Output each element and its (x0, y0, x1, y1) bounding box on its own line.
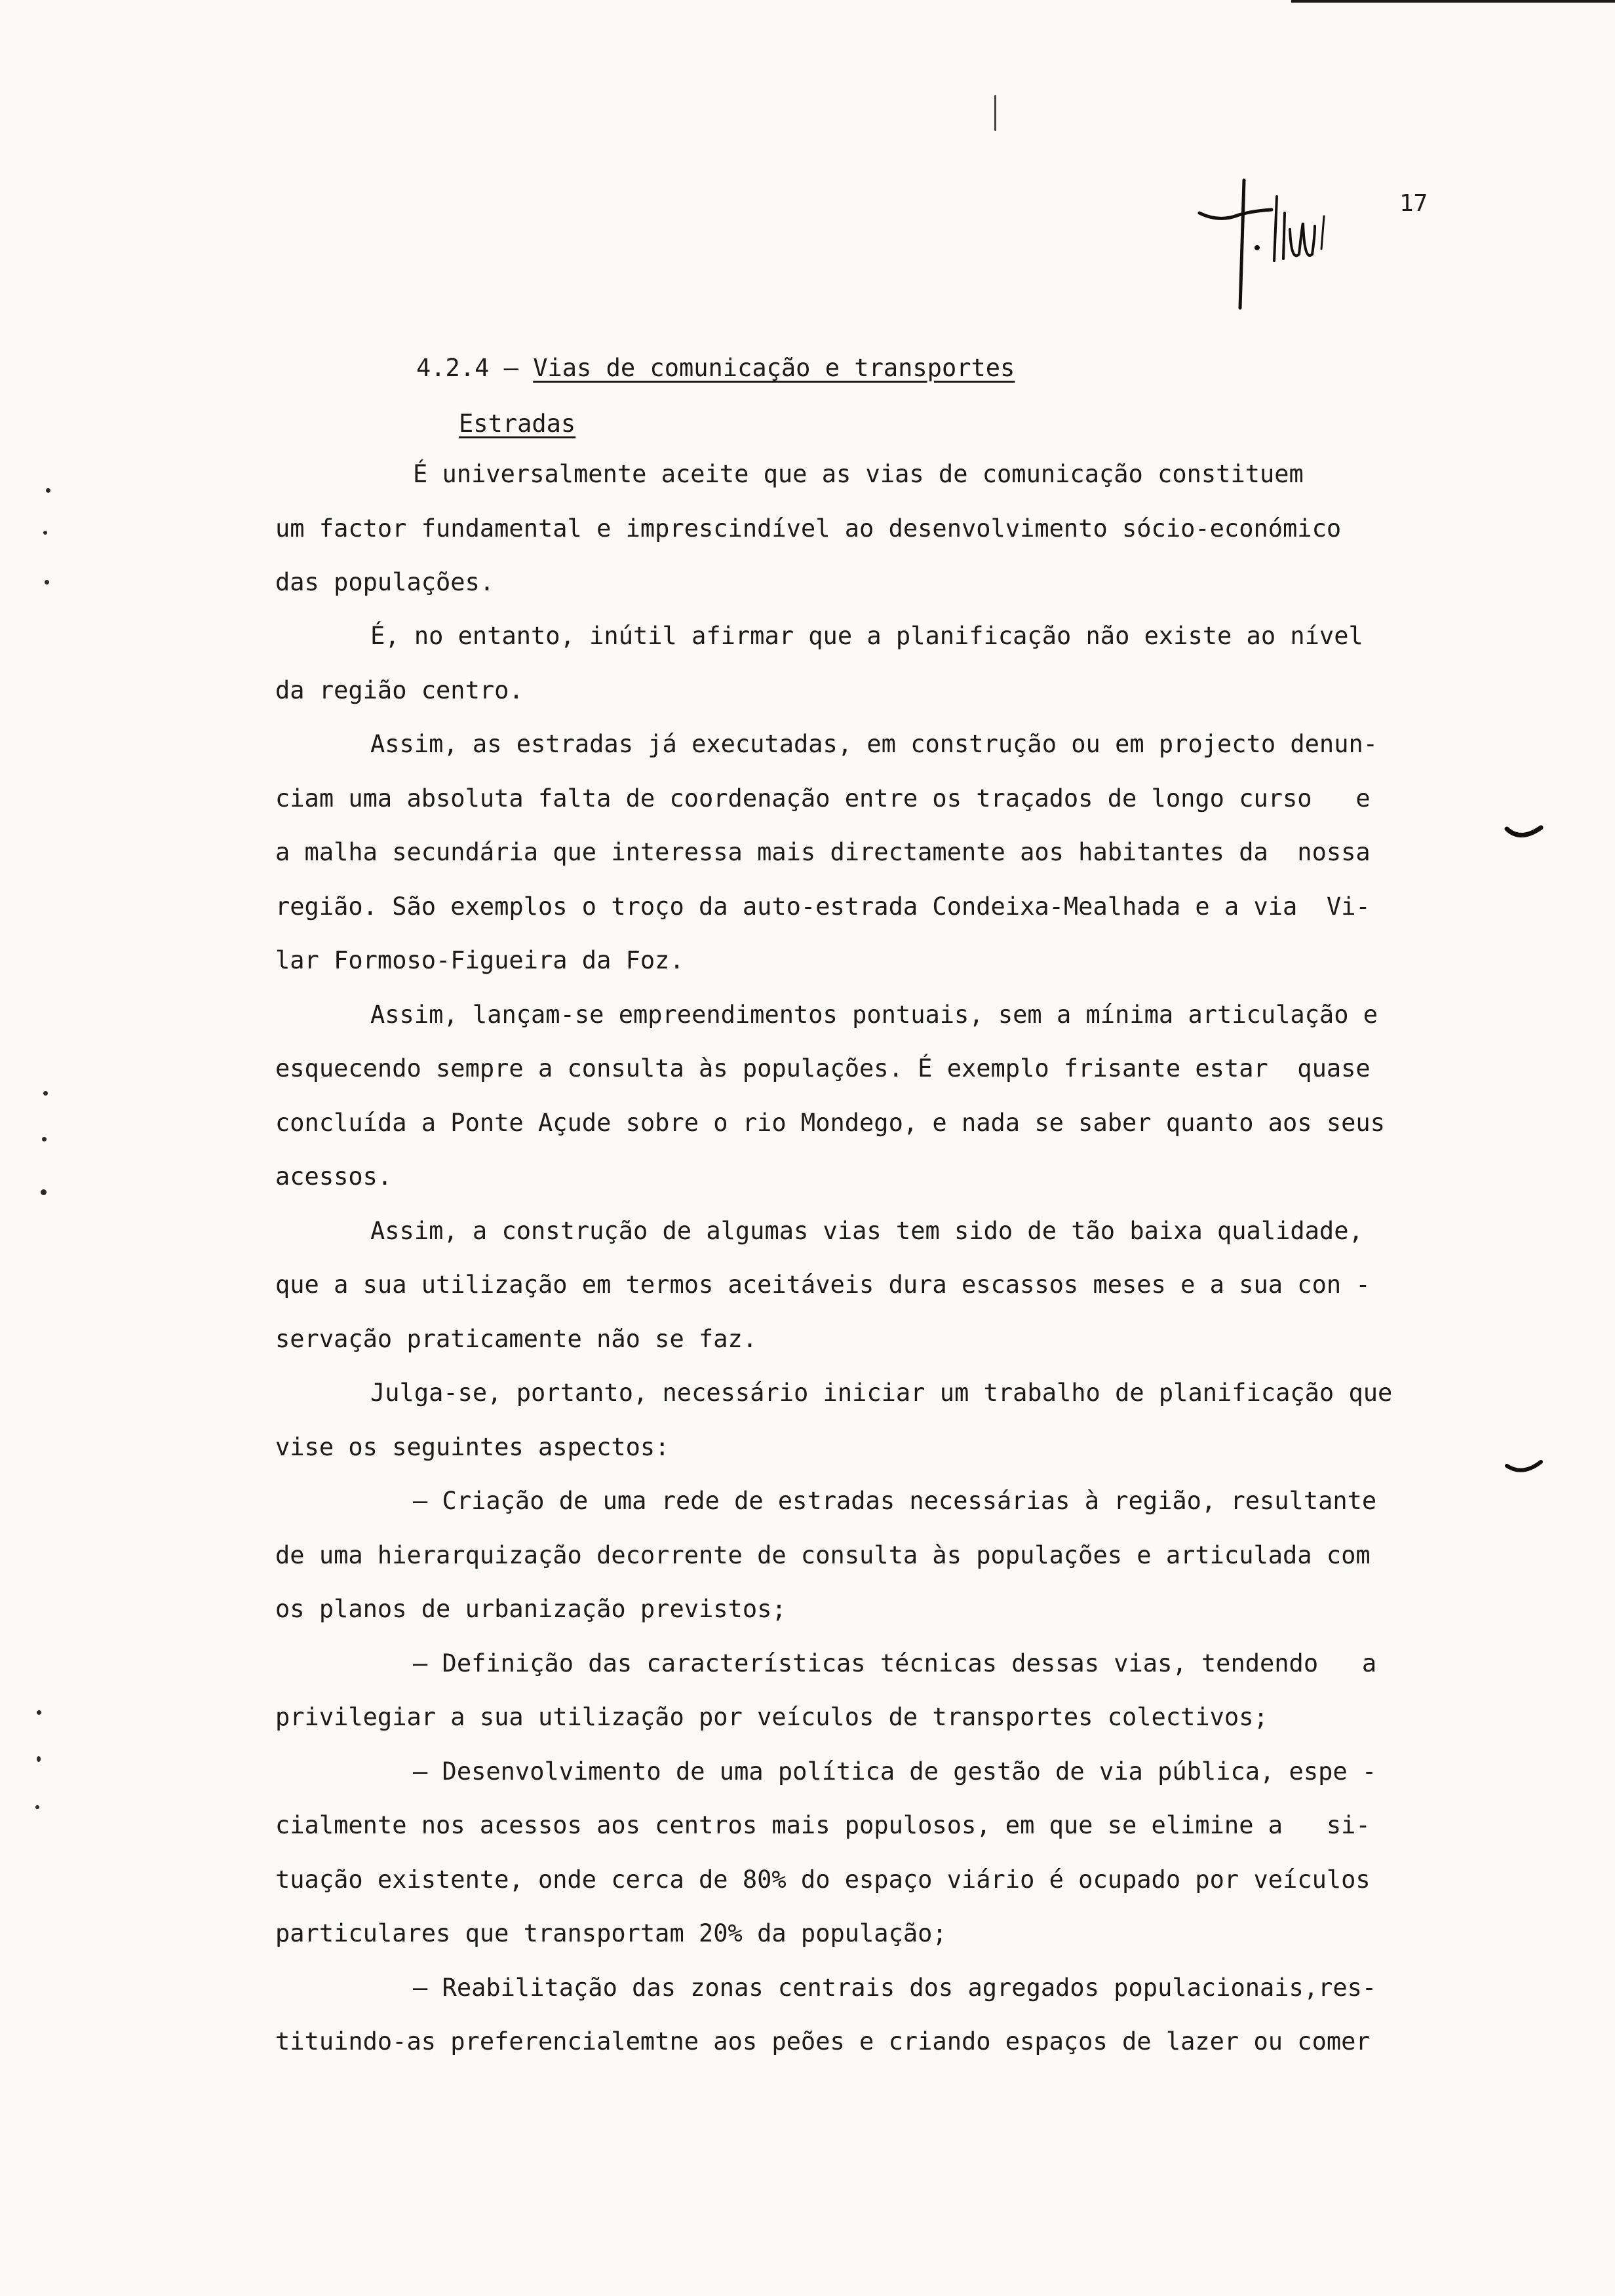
page-number: 17 (1399, 190, 1428, 217)
list-item-line: de uma hierarquização decorrente de consulta às populações e articulada com (275, 1541, 1371, 1569)
margin-speck (37, 1710, 41, 1715)
paragraph-line: esquecendo sempre a consulta às populações. É exemplo frisante estar quase (275, 1054, 1371, 1082)
paragraph-line: É, no entanto, inútil afirmar que a planificação não existe ao nível (370, 622, 1363, 650)
paragraph-line: Assim, as estradas já executadas, em construção ou em projecto denun- (370, 730, 1378, 758)
margin-mark-icon (1504, 822, 1544, 849)
paragraph-line: concluída a Ponte Açude sobre o rio Mondego, e nada se saber quanto aos seus (275, 1109, 1385, 1137)
paragraph-line: É universalmente aceite que as vias de comunicação constituem (413, 460, 1304, 488)
list-item-line: tituindo-as preferencialemtne aos peões e criando espaços de lazer ou comer (275, 2027, 1371, 2056)
paragraph-line: Julga-se, portanto, necessário iniciar um trabalho de planificação que (370, 1379, 1393, 1407)
list-item-line: – Desenvolvimento de uma política de gestão de via pública, espe - (413, 1757, 1377, 1786)
list-item-line: – Reabilitação das zonas centrais dos agregados populacionais,res- (413, 1974, 1377, 2002)
paragraph-line: da região centro. (275, 676, 524, 704)
paragraph-line: servação praticamente não se faz. (275, 1325, 758, 1353)
list-item-line: – Criação de uma rede de estradas necessárias à região, resultante (413, 1487, 1377, 1515)
list-item-line: – Definição das características técnicas dessas vias, tendendo a (413, 1649, 1377, 1677)
top-edge-rule (1291, 0, 1615, 3)
margin-speck (42, 1137, 47, 1141)
paragraph-line: das populações. (275, 568, 495, 596)
list-item-line: os planos de urbanização previstos; (275, 1595, 787, 1623)
section-number: 4.2.4 – (416, 354, 518, 382)
margin-speck (43, 1091, 48, 1096)
subsection-heading: Estradas (459, 410, 576, 438)
margin-speck (46, 488, 50, 493)
paragraph-line: que a sua utilização em termos aceitáveis dura escassos meses e a sua con - (275, 1271, 1371, 1299)
paragraph-line: lar Formoso-Figueira da Foz. (275, 946, 684, 974)
paragraph-line: acessos. (275, 1162, 393, 1191)
margin-speck (35, 1805, 39, 1809)
list-item-line: tuação existente, onde cerca de 80% do espaço viário é ocupado por veículos (275, 1866, 1371, 1894)
margin-speck (37, 1756, 41, 1762)
paragraph-line: um factor fundamental e imprescindível ao desenvolvimento sócio-económico (275, 514, 1342, 543)
paragraph-line: Assim, lançam-se empreendimentos pontuais, sem a mínima articulação e (370, 1001, 1378, 1029)
list-item-line: cialmente nos acessos aos centros mais populosos, em que se elimine a si- (275, 1811, 1371, 1839)
list-item-line: particulares que transportam 20% da população; (275, 1919, 947, 1947)
section-heading (416, 354, 1015, 382)
margin-speck (43, 531, 47, 535)
section-title: Vias de comunicação e transportes (533, 354, 1015, 382)
paragraph-line: ciam uma absoluta falta de coordenação entre os traçados de longo curso e (275, 784, 1371, 813)
margin-mark-icon (1504, 1458, 1544, 1484)
list-item-line: privilegiar a sua utilização por veículos de transportes colectivos; (275, 1703, 1268, 1731)
paragraph-line: vise os seguintes aspectos: (275, 1433, 670, 1461)
margin-speck (41, 1189, 47, 1195)
margin-speck (45, 580, 49, 584)
paragraph-line: Assim, a construção de algumas vias tem sido de tão baixa qualidade, (370, 1217, 1363, 1245)
scan-streak (994, 95, 996, 131)
paragraph-line: a malha secundária que interessa mais directamente aos habitantes da nossa (275, 838, 1371, 866)
paragraph-line: região. São exemplos o troço da auto-estrada Condeixa-Mealhada e a via Vi- (275, 892, 1371, 921)
handwritten-signature (1193, 177, 1390, 334)
